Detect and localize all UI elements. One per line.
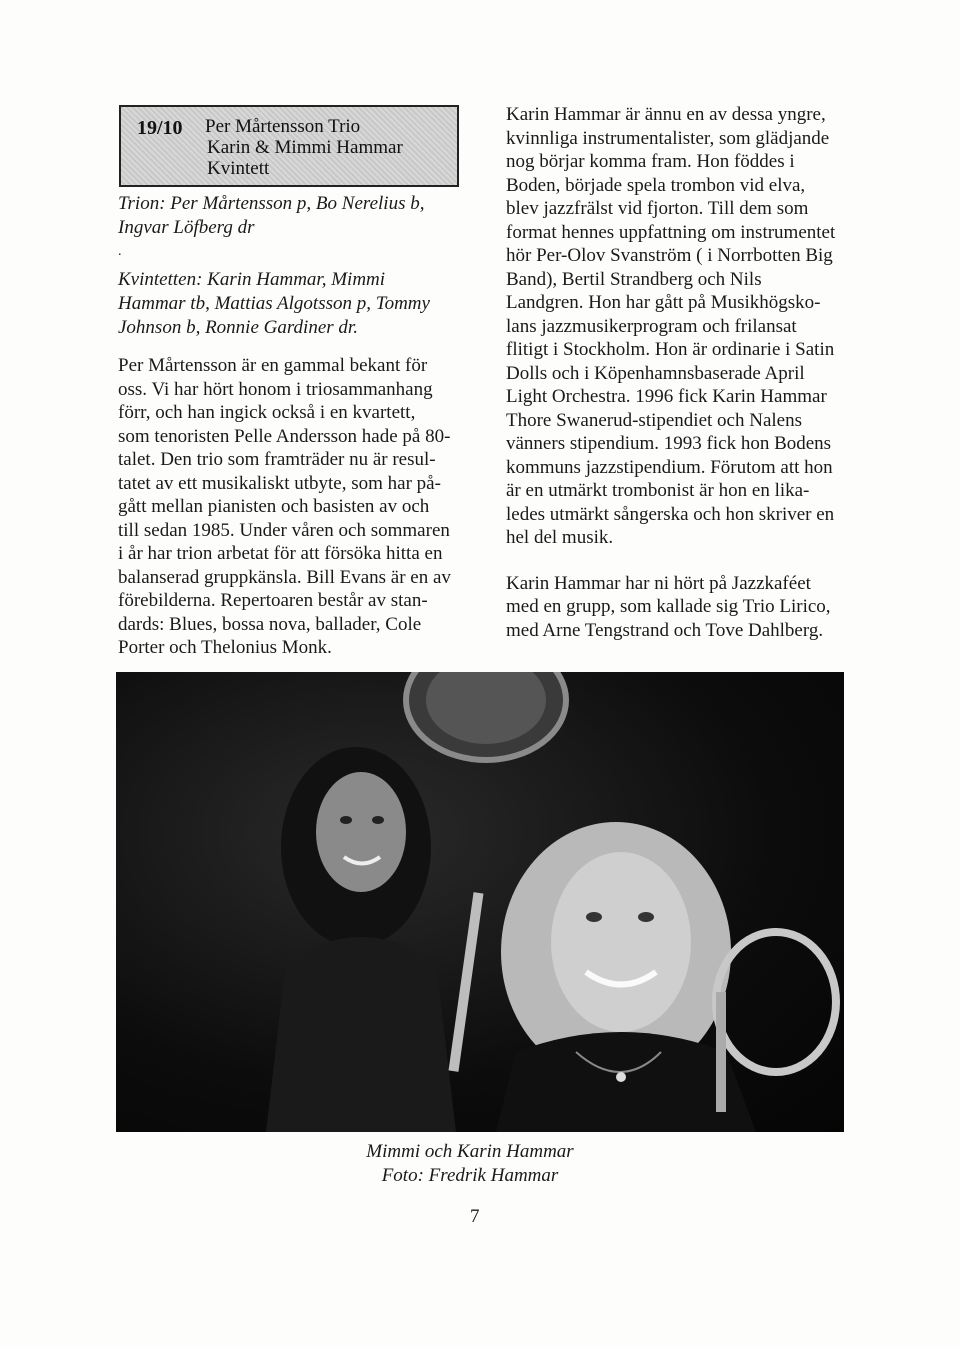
left-person-face xyxy=(316,772,406,892)
concert-title-line: Kvintett xyxy=(207,158,270,179)
portrait-photo xyxy=(116,672,844,1132)
jazzkafeet-paragraph xyxy=(506,572,846,643)
right-column xyxy=(506,103,846,642)
text-line: oss. Vi har hört honom i triosammanhang xyxy=(118,378,433,400)
text-line: vänners stipendium. 1993 fick hon Bodens xyxy=(506,433,832,454)
text-line: förr, och han ingick också i en kvartett, xyxy=(118,402,416,423)
concert-title-line: Karin & Mimmi Hammar xyxy=(207,137,403,158)
lineup-line: Johnson b, Ronnie Gardiner dr. xyxy=(118,317,358,338)
caption-line: Foto: Fredrik Hammar xyxy=(381,1165,559,1186)
text-line: Karin Hammar är ännu en av dessa yngre, xyxy=(506,104,826,125)
page-number: 7 xyxy=(470,1206,480,1227)
caption-line: Mimmi och Karin Hammar xyxy=(366,1141,574,1162)
text-line: hör Per-Olov Svanström ( i Norrbotten Big xyxy=(506,245,833,266)
text-line: kvinnliga instrumentalister, som glädjande xyxy=(506,127,830,149)
text-line: Porter och Thelonius Monk. xyxy=(118,637,332,658)
kvintett-lineup xyxy=(118,268,468,340)
text-line: till sedan 1985. Under våren och sommaren xyxy=(118,519,450,541)
necklace-pendant xyxy=(616,1072,626,1082)
text-line: Band), Bertil Strandberg och Nils xyxy=(506,268,762,290)
text-line: med en grupp, som kallade sig Trio Lirico, xyxy=(506,596,831,617)
concert-title-line: Per Mårtensson Trio xyxy=(205,116,361,137)
lineup-line: Hammar tb, Mattias Algotsson p, Tommy xyxy=(118,293,430,314)
text-line: dards: Blues, bossa nova, ballader, Cole xyxy=(118,613,422,635)
trombone-slide xyxy=(716,992,726,1112)
photo-caption xyxy=(300,1140,640,1188)
right-person-face xyxy=(551,852,691,1032)
text-line: lans jazzmusikerprogram och frilansat xyxy=(506,315,797,337)
trumpet xyxy=(449,892,484,1072)
lineup-line: Kvintetten: Karin Hammar, Mimmi xyxy=(118,269,386,290)
trombone xyxy=(716,932,836,1072)
trio-lineup xyxy=(118,192,468,240)
text-line: Per Mårtensson är en gammal bekant för xyxy=(118,355,428,376)
text-line: format hennes uppfattning om instrumentet xyxy=(506,221,836,243)
lineup-separator xyxy=(118,240,468,268)
text-line: blev jazzfrälst vid fjorton. Till dem som xyxy=(506,198,809,219)
concert-header-box xyxy=(119,105,459,187)
text-line: balanserad gruppkänsla. Bill Evans är en av xyxy=(118,566,451,588)
text-line: Thore Swanerud-stipendiet och Nalens xyxy=(506,409,802,431)
left-person-body xyxy=(266,937,456,1132)
text-line: talet. Den trio som framträder nu är resul- xyxy=(118,449,436,470)
text-line: hel del musik. xyxy=(506,527,614,548)
text-line: är en utmärkt trombonist är hon en lika- xyxy=(506,480,810,501)
text-line: Boden, började spela trombon vid elva, xyxy=(506,174,806,196)
lineup-line: Trion: Per Mårtensson p, Bo Nerelius b, xyxy=(118,193,425,214)
text-line: Dolls och i Köpenhamnsbaserade April xyxy=(506,362,805,384)
separator-dot: . xyxy=(118,244,122,259)
text-line: Karin Hammar har ni hört på Jazzkaféet xyxy=(506,572,811,594)
text-line: tatet av ett musikaliskt utbyte, som har på- xyxy=(118,472,441,494)
text-line: Light Orchestra. 1996 fick Karin Hammar xyxy=(506,386,827,407)
text-line: med Arne Tengstrand och Tove Dahlberg. xyxy=(506,619,824,641)
trio-paragraph xyxy=(118,354,468,660)
karin-paragraph xyxy=(506,103,846,550)
left-column xyxy=(118,192,468,660)
text-line: Landgren. Hon har gått på Musikhögsko- xyxy=(506,292,821,313)
text-line: gått mellan pianisten och basisten av och xyxy=(118,496,430,517)
portrait-photo-illustration xyxy=(116,672,844,1132)
text-line: förebilderna. Repertoaren består av stan- xyxy=(118,590,428,611)
text-line: ledes utmärkt sångerska och hon skriver en xyxy=(506,503,835,525)
concert-title xyxy=(205,116,455,179)
text-line: nog börjar komma fram. Hon föddes i xyxy=(506,151,795,172)
text-line: kommuns jazzstipendium. Förutom att hon xyxy=(506,456,833,478)
text-line: i år har trion arbetat för att försöka hitta en xyxy=(118,543,443,564)
text-line: som tenoristen Pelle Andersson hade på 80- xyxy=(118,425,451,447)
text-line: flitigt i Stockholm. Hon är ordinarie i Satin xyxy=(506,339,835,360)
lineup-line: Ingvar Löfberg dr xyxy=(118,217,255,238)
concert-date: 19/10 xyxy=(137,117,183,139)
